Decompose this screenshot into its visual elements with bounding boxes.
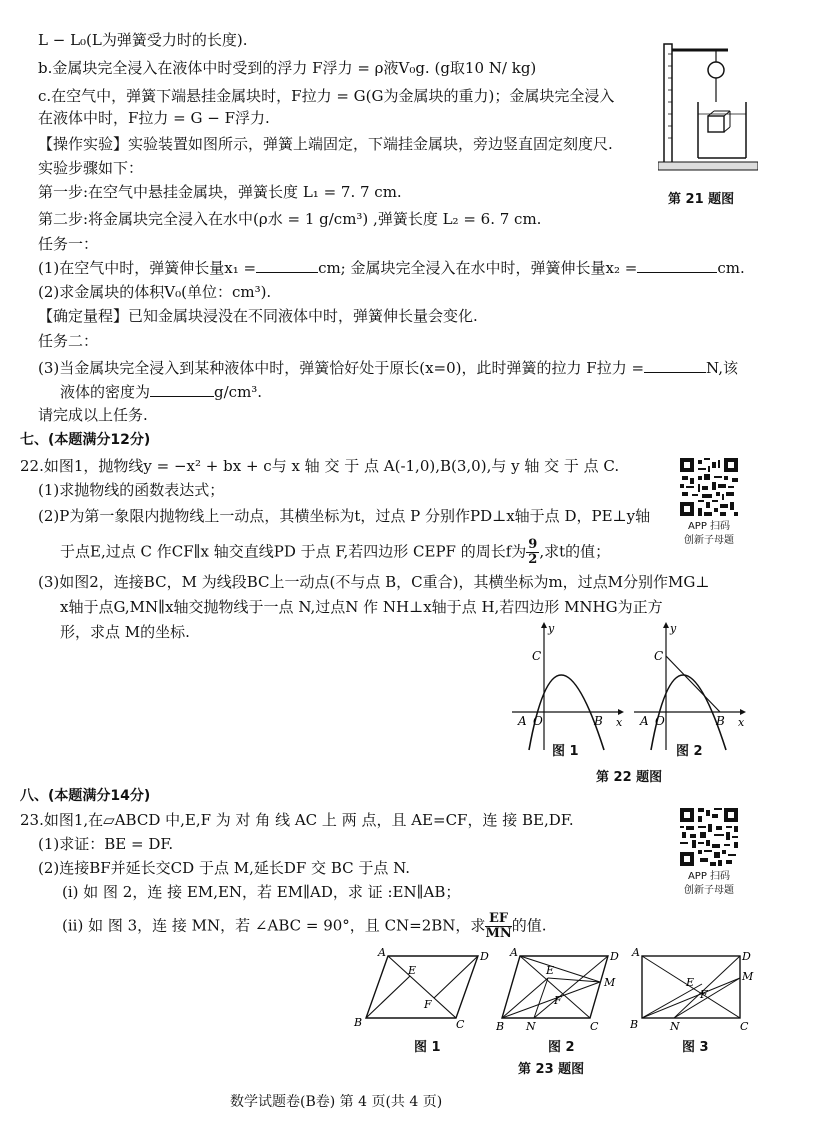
q22-line-6: x轴于点G,MN∥x轴交抛物线于一点 N,过点N 作 NH⊥x轴于点 H,若四边形 MNHG为正方 bbox=[60, 598, 663, 616]
spring-apparatus-figure bbox=[658, 40, 758, 172]
q21-line-2-text: b.金属块完全浸入在液体中时受到的浮力 bbox=[38, 59, 308, 77]
q22-perimeter-text: 于点E,过点 C 作CF∥x 轴交直线PD 于点 F,若四边形 CEPF 的周长f为 bbox=[60, 542, 527, 561]
q23-part-ii-text: (ii) 如 图 3，连 接 MN，若 ∠ABC = 90°，且 CN=2BN，求 bbox=[62, 916, 486, 935]
q23-fig2-label-e: E bbox=[546, 964, 555, 977]
q23-fig3-label-e: E bbox=[686, 976, 695, 989]
q22-line-4 bbox=[60, 538, 610, 567]
q21-x2-label: cm; 金属块完全浸入在水中时，弹簧伸长量x₂ = bbox=[318, 259, 638, 277]
qr-caption-1-line-2: 创新子母题 bbox=[684, 535, 734, 546]
q21-task-two: 任务二： bbox=[38, 332, 99, 350]
section-7-heading: 七、(本题满分12分) bbox=[20, 432, 151, 448]
page-footer: 数学试题卷(B卷) 第 4 页(共 4 页) bbox=[230, 1094, 443, 1110]
qr-caption-1-line-1: APP 扫码 bbox=[687, 521, 731, 532]
x2-answer-blank[interactable] bbox=[637, 258, 717, 273]
q22-fig2-x-label: x bbox=[738, 716, 745, 729]
q21-line-10 bbox=[38, 258, 745, 278]
qr-caption-2-line-2: 创新子母题 bbox=[684, 885, 734, 896]
q23-value-text: 的值. bbox=[511, 916, 547, 935]
fraction-ef: EF bbox=[485, 912, 511, 927]
q23-line-2: (1)求证：BE = DF. bbox=[38, 835, 174, 853]
q23-fig3-label-a: A bbox=[632, 946, 640, 959]
q22-figure-2 bbox=[630, 620, 750, 760]
q23-fig1-label-d: D bbox=[480, 950, 489, 963]
q23-fig2-label: 图 2 bbox=[548, 1040, 575, 1055]
q23-fig2-label-f: F bbox=[554, 994, 562, 1007]
q22-fig2-label: 图 2 bbox=[676, 744, 703, 759]
q21-density-label: 液体的密度为 bbox=[60, 383, 151, 401]
q22-fig2-label-a: A bbox=[640, 714, 649, 728]
q22-figure-1 bbox=[508, 620, 628, 760]
q23-fig3-label-f: F bbox=[700, 988, 708, 1001]
q22-fig2-label-o: O bbox=[655, 714, 665, 728]
q22-find-t: ,求t的值； bbox=[539, 542, 611, 561]
q23-fig1-label-f: F bbox=[424, 998, 432, 1011]
q22-fig1-label-a: A bbox=[518, 714, 527, 728]
qr-code-icon[interactable] bbox=[680, 458, 738, 516]
fraction-denominator: 2 bbox=[528, 552, 538, 567]
q23-fig3-label: 图 3 bbox=[682, 1040, 709, 1055]
q23-figure-1 bbox=[352, 946, 494, 1028]
q23-fig1-label-c: C bbox=[456, 1018, 465, 1028]
q21-line-16: 请完成以上任务. bbox=[38, 406, 148, 424]
q22-line-7: 形，求点 M的坐标. bbox=[60, 623, 190, 641]
q23-figure-3 bbox=[630, 946, 756, 1034]
fraction-ef-over-mn bbox=[485, 912, 511, 941]
q23-line-5 bbox=[62, 912, 547, 941]
q21-line-6: 实验步骤如下： bbox=[38, 159, 144, 177]
q22-line-1: 22.如图1，抛物线y = −x² + bx + c与 x 轴 交 于 点 A(-1,0),B(3,0),与 y 轴 交 于 点 C. bbox=[20, 457, 620, 475]
q21-line-3-text: c.在空气中，弹簧下端悬挂金属块时， bbox=[38, 87, 292, 105]
q21-line-1: L − L₀(L为弹簧受力时的长度). bbox=[38, 31, 248, 49]
q23-line-1: 23.如图1,在▱ABCD 中,E,F 为 对 角 线 AC 上 两 点，且 AE=CF，连 接 BE,DF. bbox=[20, 811, 574, 829]
q22-fig1-label-o: O bbox=[533, 714, 543, 728]
fraction-nine-halves bbox=[526, 538, 539, 567]
q22-fig2-y-label: y bbox=[670, 622, 677, 635]
qr-caption-1 bbox=[669, 520, 749, 548]
q21-task-one: 任务一： bbox=[38, 235, 99, 253]
q22-line-3: (2)P为第一象限内抛物线上一动点，其横坐标为t，过点 P 分别作PD⊥x轴于点 D，PE⊥y轴 bbox=[38, 507, 651, 525]
q21-line-2 bbox=[38, 58, 536, 78]
q21-line-11: (2)求金属块的体积V₀(单位：cm³). bbox=[38, 283, 272, 301]
x1-answer-blank[interactable] bbox=[256, 258, 318, 273]
q23-fig3-label-m: M bbox=[742, 970, 754, 983]
q22-line-5: (3)如图2，连接BC，M 为线段BC上一动点(不与点 B，C重合)，其横坐标为m，过点M分别作MG⊥ bbox=[38, 573, 710, 591]
section-8-heading: 八、(本题满分14分) bbox=[20, 788, 151, 804]
q22-fig1-x-label: x bbox=[616, 716, 623, 729]
q22-fig1-y-label: y bbox=[548, 622, 555, 635]
q21-line-14 bbox=[38, 358, 738, 378]
q23-fig2-label-c: C bbox=[590, 1020, 599, 1033]
q23-figure-2 bbox=[496, 946, 622, 1034]
q21-line-5: 【操作实验】实验装置如图所示，弹簧上端固定，下端挂金属块，旁边竖直固定刻度尺. bbox=[38, 135, 613, 153]
q23-fig3-label-n: N bbox=[670, 1020, 680, 1033]
q21-unit-n: N,该 bbox=[706, 359, 738, 377]
q22-fig1-label-c: C bbox=[532, 649, 542, 663]
q23-line-3: (2)连接BF并延长交CD 于点 M,延长DF 交 BC 于点 N. bbox=[38, 859, 411, 877]
fraction-mn: MN bbox=[485, 926, 512, 941]
q21-buoyancy-formula: F浮力 = ρ液V₀g. (g取10 N/ kg) bbox=[312, 59, 537, 77]
q23-fig3-label-b: B bbox=[630, 1018, 639, 1031]
q22-fig1-label-b: B bbox=[594, 714, 603, 728]
q21-line-7: 第一步:在空气中悬挂金属块，弹簧长度 L₁ = 7. 7 cm. bbox=[38, 183, 402, 201]
q21-tension-question: (3)当金属块完全浸入到某种液体中时，弹簧恰好处于原长(x=0)，此时弹簧的拉力 F拉力 = bbox=[38, 359, 645, 377]
q23-fig3-label-d: D bbox=[742, 950, 751, 963]
qr-caption-2-line-1: APP 扫码 bbox=[687, 871, 731, 882]
density-answer-blank[interactable] bbox=[150, 382, 214, 397]
q22-fig2-label-c: C bbox=[654, 649, 664, 663]
q23-line-4: (i) 如 图 2，连 接 EM,EN，若 EM∥AD，求 证 :EN∥AB； bbox=[62, 883, 461, 901]
q23-fig2-label-b: B bbox=[496, 1020, 505, 1033]
q22-fig1-label: 图 1 bbox=[552, 744, 579, 759]
qr-code-icon-2[interactable] bbox=[680, 808, 738, 866]
q21-unit-cm: cm. bbox=[717, 259, 745, 277]
q23-fig1-label-e: E bbox=[408, 964, 417, 977]
q21-line-12: 【确定量程】已知金属块浸没在不同液体中时，弹簧伸长量会变化. bbox=[38, 307, 478, 325]
q23-fig2-label-a: A bbox=[510, 946, 518, 959]
tension-answer-blank[interactable] bbox=[644, 358, 706, 373]
q21-line-3 bbox=[38, 86, 614, 106]
q23-fig1-label-b: B bbox=[354, 1016, 363, 1028]
q21-x1-label: (1)在空气中时，弹簧伸长量x₁ = bbox=[38, 259, 257, 277]
q23-fig2-label-n: N bbox=[526, 1020, 536, 1033]
q21-line-8: 第二步:将金属块完全浸入在水中(ρ水 = 1 g/cm³) ,弹簧长度 L₂ = 6. 7 cm. bbox=[38, 210, 542, 228]
q23-fig1-label: 图 1 bbox=[414, 1040, 441, 1055]
q21-figure-caption: 第 21 题图 bbox=[668, 192, 735, 207]
q21-unit-density: g/cm³. bbox=[214, 383, 263, 401]
q22-figure-caption: 第 22 题图 bbox=[596, 770, 663, 785]
q21-tension-formula: F拉力 = G(G为金属块的重力)；金属块完全浸入 bbox=[291, 87, 615, 105]
q23-fig2-label-m: M bbox=[604, 976, 616, 989]
fraction-numerator: 9 bbox=[528, 537, 538, 552]
q23-fig3-label-c: C bbox=[740, 1020, 749, 1033]
q23-fig2-label-d: D bbox=[610, 950, 619, 963]
q23-fig1-label-a: A bbox=[378, 946, 386, 959]
q21-line-15 bbox=[60, 382, 262, 402]
q23-figure-caption: 第 23 题图 bbox=[518, 1062, 585, 1077]
q21-line-4: 在液体中时，F拉力 = G − F浮力. bbox=[38, 109, 270, 127]
qr-caption-2 bbox=[669, 870, 749, 898]
q22-line-2: (1)求抛物线的函数表达式； bbox=[38, 481, 225, 499]
q22-fig2-label-b: B bbox=[716, 714, 725, 728]
